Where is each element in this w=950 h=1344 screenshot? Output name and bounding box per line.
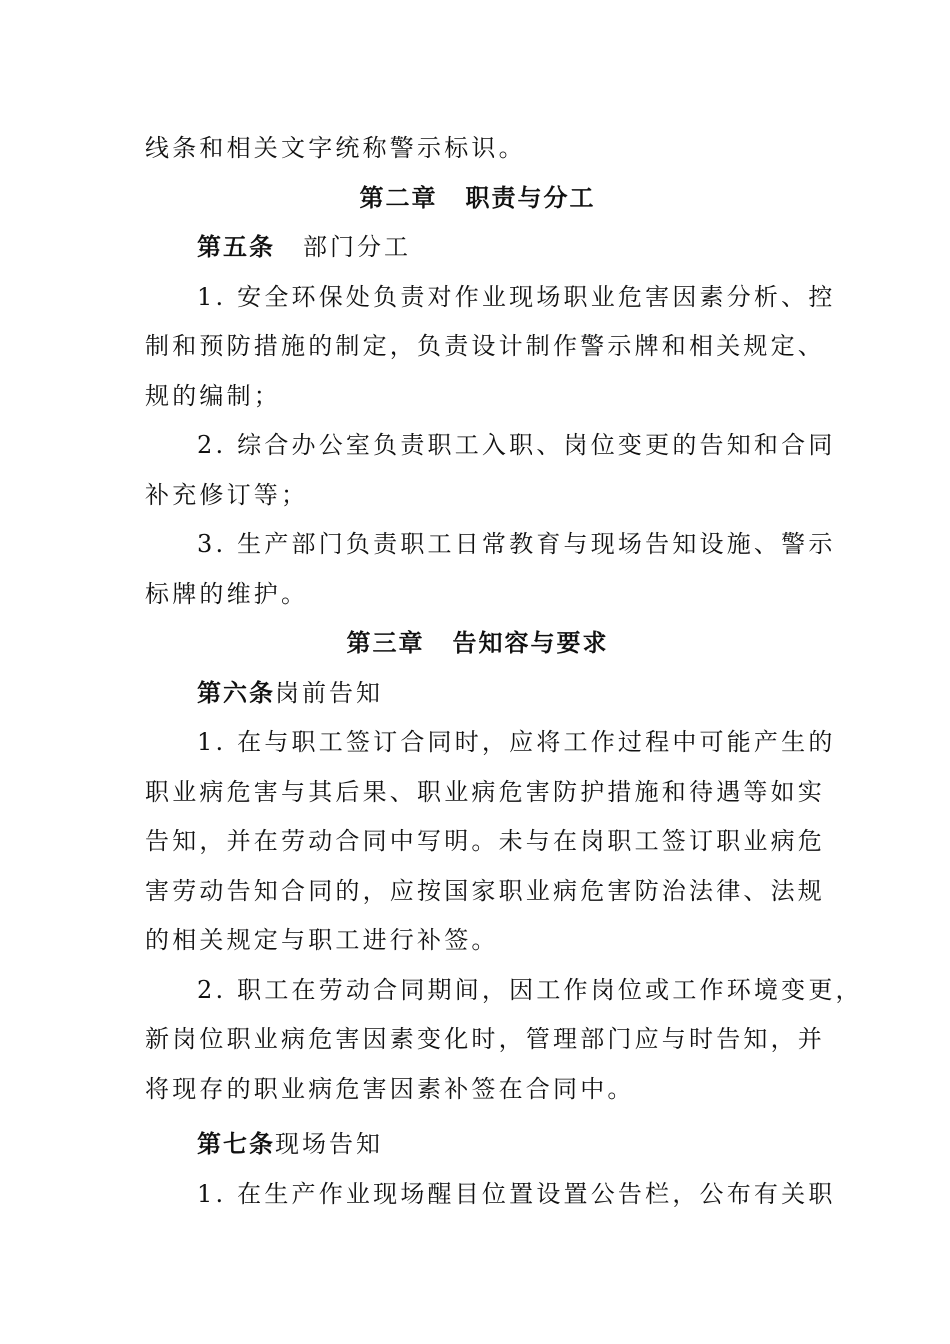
paragraph-line: 害劳动告知合同的，应按国家职业病危害防治法律、法规: [145, 876, 825, 905]
paragraph-line: 补充修订等；: [145, 480, 309, 509]
chapter-heading: [145, 619, 810, 669]
paragraph-line: 告知，并在劳动合同中写明。未与在岗职工签订职业病危: [145, 827, 825, 855]
article-number: 第五条: [197, 233, 275, 261]
article-number: 第六条: [197, 678, 275, 707]
chapter-number: 第二章: [359, 183, 438, 212]
paragraph-line: 2. 职工在劳动合同期间，因工作岗位或工作环境变更，: [197, 975, 863, 1004]
article-heading: [145, 669, 810, 719]
paragraph-line: 新岗位职业病危害因素变化时，管理部门应与时告知，并: [145, 1025, 825, 1053]
article-number: 第七条: [197, 1130, 275, 1158]
paragraph-line: 标牌的维护。: [145, 579, 309, 608]
article-title: 岗前告知: [275, 678, 383, 707]
chapter-title: 告知容与要求: [452, 629, 609, 657]
article-heading: [145, 223, 810, 273]
chapter-number: 第三章: [346, 629, 425, 657]
paragraph-line: 1. 安全环保处负责对作业现场职业危害因素分析、控: [197, 282, 836, 311]
paragraph-line: 职业病危害与其后果、职业病危害防护措施和待遇等如实: [145, 777, 825, 806]
paragraph-line: 将现存的职业病危害因素补签在合同中。: [145, 1074, 635, 1103]
paragraph-line: 规的编制；: [145, 381, 281, 410]
article-title: 部门分工: [303, 233, 411, 261]
paragraph-line: 线条和相关文字统称警示标识。: [145, 134, 526, 162]
article-title: 现场告知: [275, 1130, 383, 1158]
paragraph-line: 3. 生产部门负责职工日常教育与现场告知设施、警示: [197, 530, 836, 558]
chapter-heading: [145, 174, 810, 224]
chapter-title: 职责与分工: [465, 183, 596, 212]
document-page: [145, 124, 863, 1219]
paragraph-line: 2. 综合办公室负责职工入职、岗位变更的告知和合同: [197, 431, 836, 459]
paragraph-line: 1. 在生产作业现场醒目位置设置公告栏，公布有关职: [197, 1179, 836, 1208]
paragraph-line: 1. 在与职工签订合同时，应将工作过程中可能产生的: [197, 728, 836, 756]
paragraph-line: 制和预防措施的制定，负责设计制作警示牌和相关规定、: [145, 332, 825, 360]
article-heading: [145, 1120, 810, 1170]
paragraph-line: 的相关规定与职工进行补签。: [145, 926, 499, 954]
